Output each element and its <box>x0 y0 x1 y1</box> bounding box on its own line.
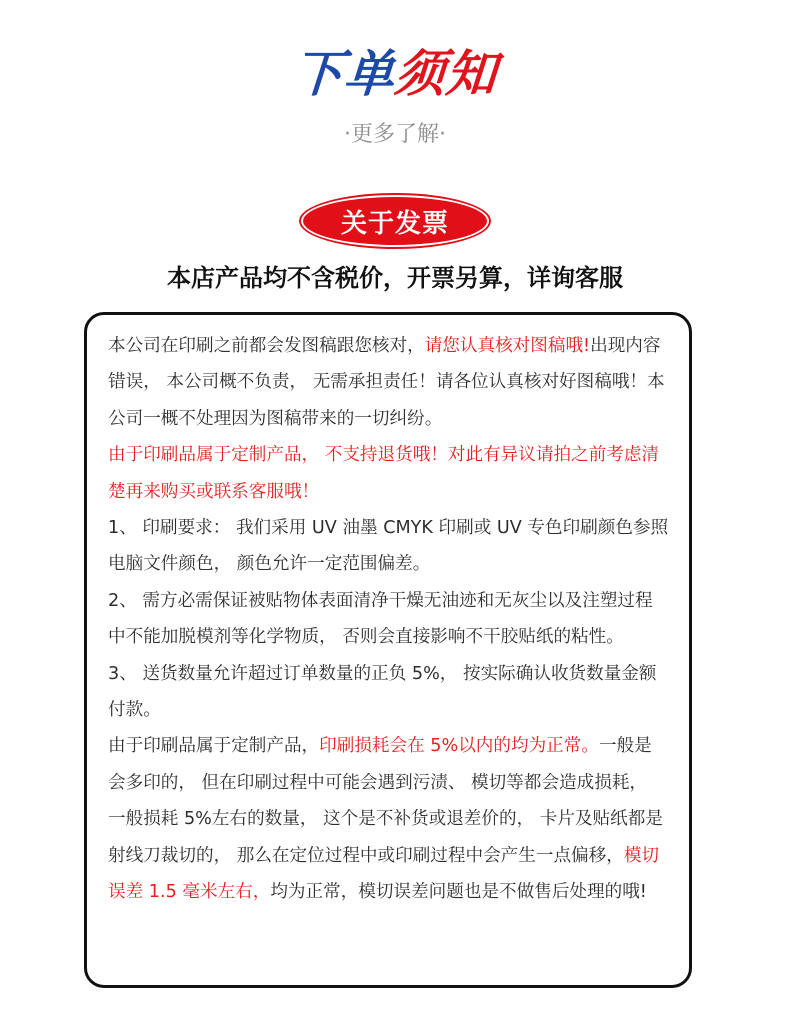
notice-text-seg-5: 均为正常，模切误差问题也是不做售后处理的哦! <box>270 882 647 903</box>
notice-item-1: 1、 印刷要求： 我们采用 UV 油墨 CMYK 印刷或 UV 专色印刷颜色参照电脑文件颜色， 颜色允许一定范围偏差。 <box>108 518 669 575</box>
notice-emphasis-die-cut: 模切误差 1.5 毫米左右， <box>108 845 660 903</box>
page-title <box>0 42 790 106</box>
notice-text-seg-3: 由于印刷品属于定制产品， <box>108 736 320 757</box>
notice-box <box>84 312 692 988</box>
notice-text <box>108 328 669 911</box>
section-badge-wrap <box>0 195 790 245</box>
page-subtitle: ·更多了解· <box>344 122 446 147</box>
invoice-badge <box>301 195 489 247</box>
notice-text-seg-2: 出现内容错误， 本公司概不负责， 无需承担责任！请各位认真核对好图稿哦！本公司一概不处理因为图稿带来的一切纠纷。 <box>108 336 665 429</box>
notice-item-2: 2、 需方必需保证被贴物体表面清净干燥无油迹和无灰尘以及注塑过程中不能加脱模剂等化学物质， 否则会直接影响不干胶贴纸的粘性。 <box>108 590 653 648</box>
notice-text-seg-1: 本公司在印刷之前都会发图稿跟您核对， <box>108 336 425 356</box>
title-part-xuzhi: 须知 <box>392 45 500 103</box>
notice-text-seg-4: 一般是会多印的， 但在印刷过程中可能会遇到污渍、 模切等都会造成损耗， 一般损耗 5%左右的数量， 这个是不补货或退差价的， 卡片及贴纸都是射线刀裁切的， 那么在定位过程中或印刷过程中会产生一点偏移， <box>108 736 663 866</box>
title-part-xiadan: 下单 <box>290 45 398 103</box>
invoice-badge-label: 关于发票 <box>340 208 449 239</box>
invoice-headline: 本店产品均不含税价，开票另算，详询客服 <box>167 264 623 292</box>
notice-emphasis-loss: 印刷损耗会在 5%以内的均为正常。 <box>319 736 599 757</box>
notice-emphasis-no-return: 由于印刷品属于定制产品， 不支持退货哦！对此有异议请拍之前考虑清楚再来购买或联系客服哦！ <box>108 445 660 502</box>
notice-emphasis-check-draft: 请您认真核对图稿哦! <box>424 336 591 356</box>
notice-item-3: 3、 送货数量允许超过订单数量的正负 5%， 按实际确认收货数量金额付款。 <box>108 663 657 721</box>
